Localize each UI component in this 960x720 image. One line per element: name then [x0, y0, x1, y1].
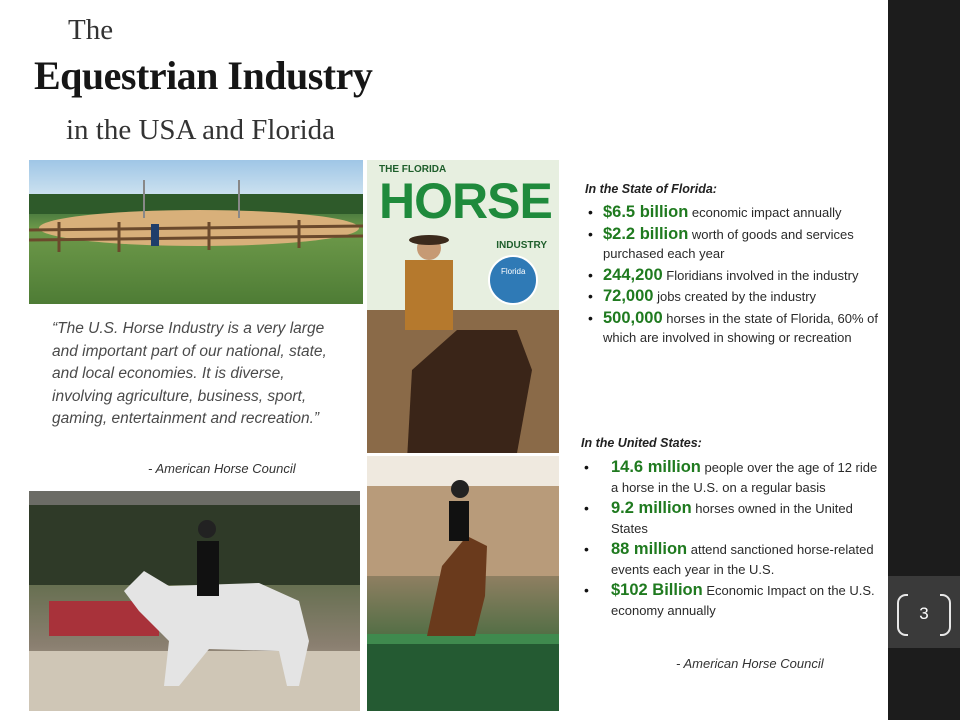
- dressage-photo: [29, 491, 360, 711]
- page-title: Equestrian Industry: [34, 53, 373, 98]
- florida-stats-list: [585, 203, 883, 350]
- florida-heading: In the State of Florida:: [585, 182, 717, 196]
- list-item: • $6.5 billion economic impact annually: [585, 203, 883, 223]
- arena-photo: [29, 160, 363, 304]
- cover-horse-text: HORSE: [379, 173, 552, 229]
- cover-logo: Florida: [501, 267, 526, 276]
- horse-industry-cover: [367, 160, 559, 453]
- list-item: • 9.2 million horses owned in the United States: [581, 499, 879, 538]
- list-item: • 244,200 Floridians involved in the industry: [585, 266, 883, 286]
- list-item: • 72,000 jobs created by the industry: [585, 287, 883, 307]
- usa-source: - American Horse Council: [676, 656, 824, 671]
- quote-source: - American Horse Council: [148, 461, 296, 476]
- list-item: • $2.2 billion worth of goods and services purchased each year: [585, 225, 883, 264]
- usa-stats-list: [581, 458, 879, 622]
- page-number: 3: [897, 594, 951, 634]
- cover-top-text: THE FLORIDA: [379, 164, 447, 175]
- cover-industry-text: INDUSTRY: [496, 240, 547, 251]
- list-item: • 500,000 horses in the state of Florida, 60% of which are involved in showing or recreation: [585, 309, 883, 348]
- list-item: • 88 million attend sanctioned horse-related events each year in the U.S.: [581, 540, 879, 579]
- title-line-1: The: [68, 14, 114, 46]
- title-line-3: in the USA and Florida: [66, 114, 336, 146]
- quote-text: “The U.S. Horse Industry is a very large and important part of our national, state, and local economies. It is diverse, involving agriculture, business, sport, gaming, entertainment and recreation.”: [52, 320, 327, 427]
- list-item: • 14.6 million people over the age of 12 ride a horse in the U.S. on a regular basis: [581, 458, 879, 497]
- list-item: • $102 Billion Economic Impact on the U.S. economy annually: [581, 581, 879, 620]
- jumper-photo: [367, 456, 559, 711]
- usa-heading: In the United States:: [581, 436, 702, 450]
